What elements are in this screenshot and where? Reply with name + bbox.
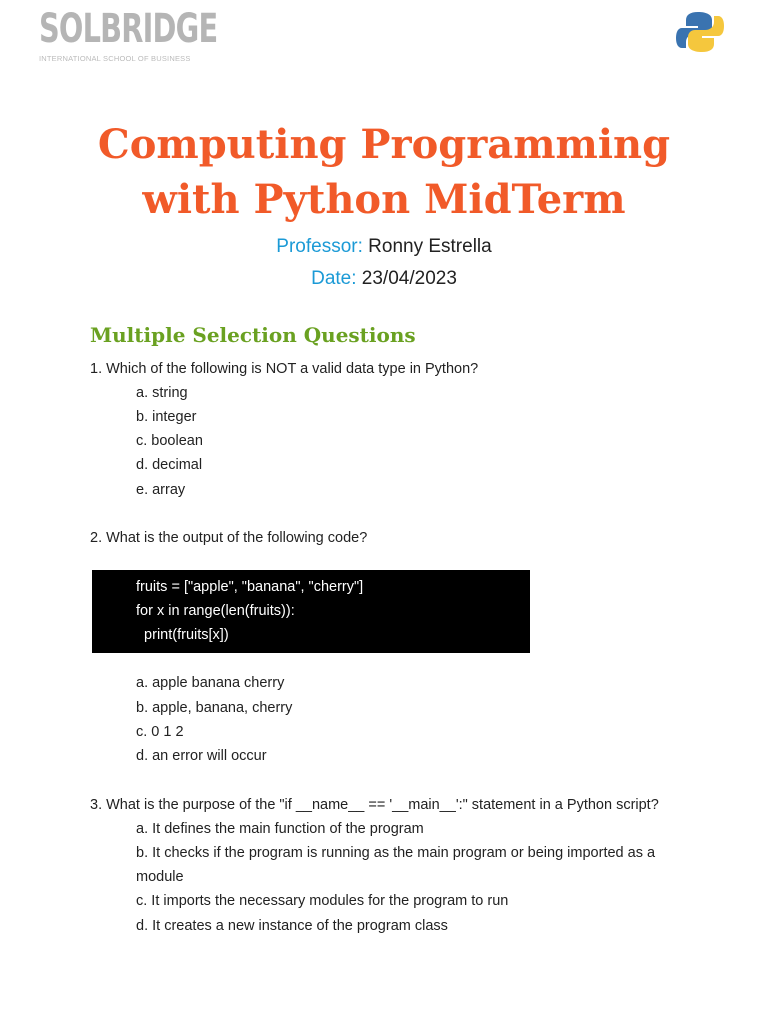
option: b. integer [136,409,197,425]
code-line: fruits = ["apple", "banana", "cherry"] [136,579,364,595]
document-title [0,117,768,227]
question-1: 1. Which of the following is NOT a valid data type in Python? [90,361,479,377]
professor-line [0,236,768,258]
logo-subtext: INTERNATIONAL SCHOOL OF BUSINESS [39,54,191,63]
option: b. apple, banana, cherry [136,700,293,716]
question-3: 3. What is the purpose of the "if __name__ == '__main__':" statement in a Python script? [90,797,659,813]
option: b. It checks if the program is running as the main program or being imported as a [136,845,656,861]
professor-name: Ronny Estrella [368,236,492,257]
option: d. It creates a new instance of the program class [136,918,448,934]
option: c. It imports the necessary modules for the program to run [136,893,509,909]
section-heading: Multiple Selection Questions [90,323,416,347]
code-block [92,570,530,653]
date-label: Date: [311,268,357,289]
option: e. array [136,482,186,498]
option: a. apple banana cherry [136,675,285,691]
question-2: 2. What is the output of the following code? [90,530,368,546]
option: c. boolean [136,433,203,449]
title-line-1: Computing Programming [97,121,671,168]
option: d. an error will occur [136,748,267,764]
option: c. 0 1 2 [136,724,184,740]
date-value: 23/04/2023 [361,268,457,289]
date-line [0,268,768,290]
code-line: print(fruits[x]) [136,627,229,643]
code-line: for x in range(len(fruits)): [136,603,295,619]
option: a. string [136,385,188,401]
python-logo-icon [676,10,724,54]
option: a. It defines the main function of the program [136,821,424,837]
solbridge-logo [39,8,262,63]
logo-text: SOLBRIDGE [39,6,218,52]
option: d. decimal [136,457,203,473]
professor-label: Professor: [276,236,363,257]
title-line-2: with Python MidTerm [142,176,626,223]
option-continuation: module [136,869,184,885]
